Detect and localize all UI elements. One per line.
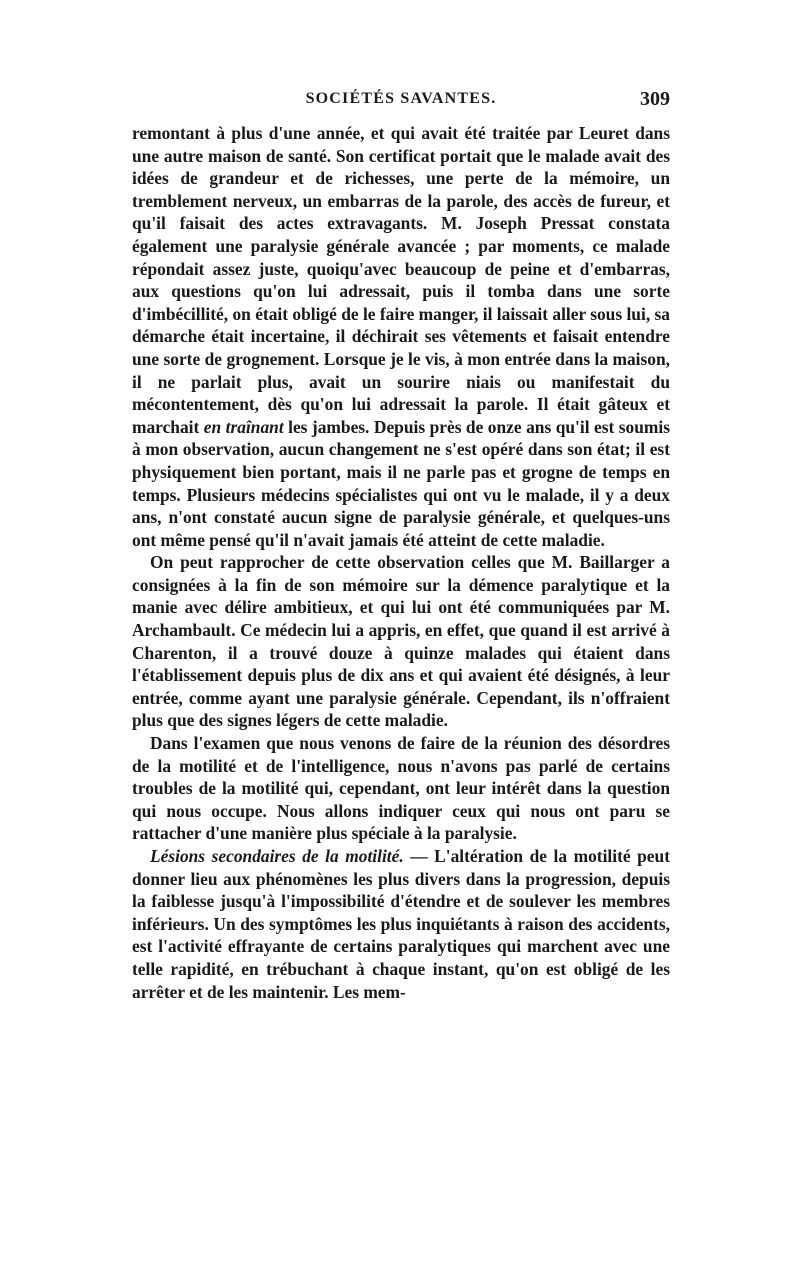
text-segment: remontant à plus d'une année, et qui avait été traitée par Leuret dans une autre maison de santé. Son certificat portait que le malade avait des idées de grandeur et de richesses, une perte de la mémoire, un tremblement nerveux, un embarras de la parole, des accès de fureur, et qu'il faisait des actes extravagants. M. Joseph Pressat constata également une paralysie générale avancée ; par moments, ce malade répondait assez juste, quoiqu'avec beaucoup de peine et d'embarras, aux questions qu'on lui adressait, puis il tomba dans une sorte d'imbécillité, on était obligé de le faire manger, il laissait aller sous lui, sa démarche était incertaine, il déchirait ses vêtements et faisait entendre une sorte de grognement. Lorsque je le vis, à mon entrée dans la maison, il ne parlait plus, avait un sourire niais ou manifestait du mécontentement, dès qu'on lui adressait la parole. Il était gâteux et marchait: [132, 123, 670, 437]
book-page: [132, 90, 670, 1003]
paragraph-1: [132, 122, 670, 551]
page-header: [132, 90, 670, 116]
body-text: [132, 122, 670, 1003]
text-segment: les jambes. Depuis près de onze ans qu'il est soumis à mon observation, aucun changement ne s'est opéré dans son état; il est physiquement bien portant, mais il ne parle pas et grogne de temps en temps. Plusieurs médecins spécialistes qui ont vu le malade, il y a deux ans, n'ont constaté aucun signe de paralysie générale, et quelques-uns ont même pensé qu'il n'avait jamais été atteint de cette maladie.: [132, 416, 670, 550]
paragraph-3: [132, 732, 670, 845]
page-number: 309: [640, 88, 670, 110]
paragraph-2: [132, 551, 670, 732]
text-segment: On peut rapprocher de cette observation celles que M. Baillarger a consignées à la fin de son mémoire sur la démence paralytique et la manie avec délire ambitieux, et qui lui ont été communiquées par M. Archambault. Ce médecin lui a appris, en effet, que quand il est arrivé à Charenton, il a trouvé douze à quinze malades qui étaient dans l'établissement depuis plus de dix ans et qui avaient été désignés, à leur entrée, comme ayant une paralysie générale. Cependant, ils n'offraient plus que des signes légers de cette maladie.: [132, 552, 670, 731]
text-segment: — L'altération de la motilité peut donner lieu aux phénomènes les plus divers dans la progression, depuis la faiblesse jusqu'à l'impossibilité d'étendre et de soulever les membres inférieurs. Un des symptômes les plus inquiétants à raison des accidents, est l'activité effrayante de certains paralytiques qui marchent avec une telle rapidité, en trébuchant à chaque instant, qu'on est obligé de les arrêter et de les maintenir. Les mem-: [132, 846, 670, 1002]
paragraph-4: [132, 845, 670, 1003]
text-segment: Dans l'examen que nous venons de faire de la réunion des désordres de la motilité et de l'intelligence, nous n'avons pas parlé de certains troubles de la motilité qui, cependant, ont leur intérêt dans la question qui nous occupe. Nous allons indiquer ceux qui nous ont paru se rattacher d'une manière plus spéciale à la paralysie.: [132, 733, 670, 844]
italic-phrase: en traînant: [203, 416, 284, 437]
section-heading-inline: Lésions secondaires de la motilité.: [150, 846, 404, 866]
running-title: SOCIÉTÉS SAVANTES.: [305, 90, 497, 107]
